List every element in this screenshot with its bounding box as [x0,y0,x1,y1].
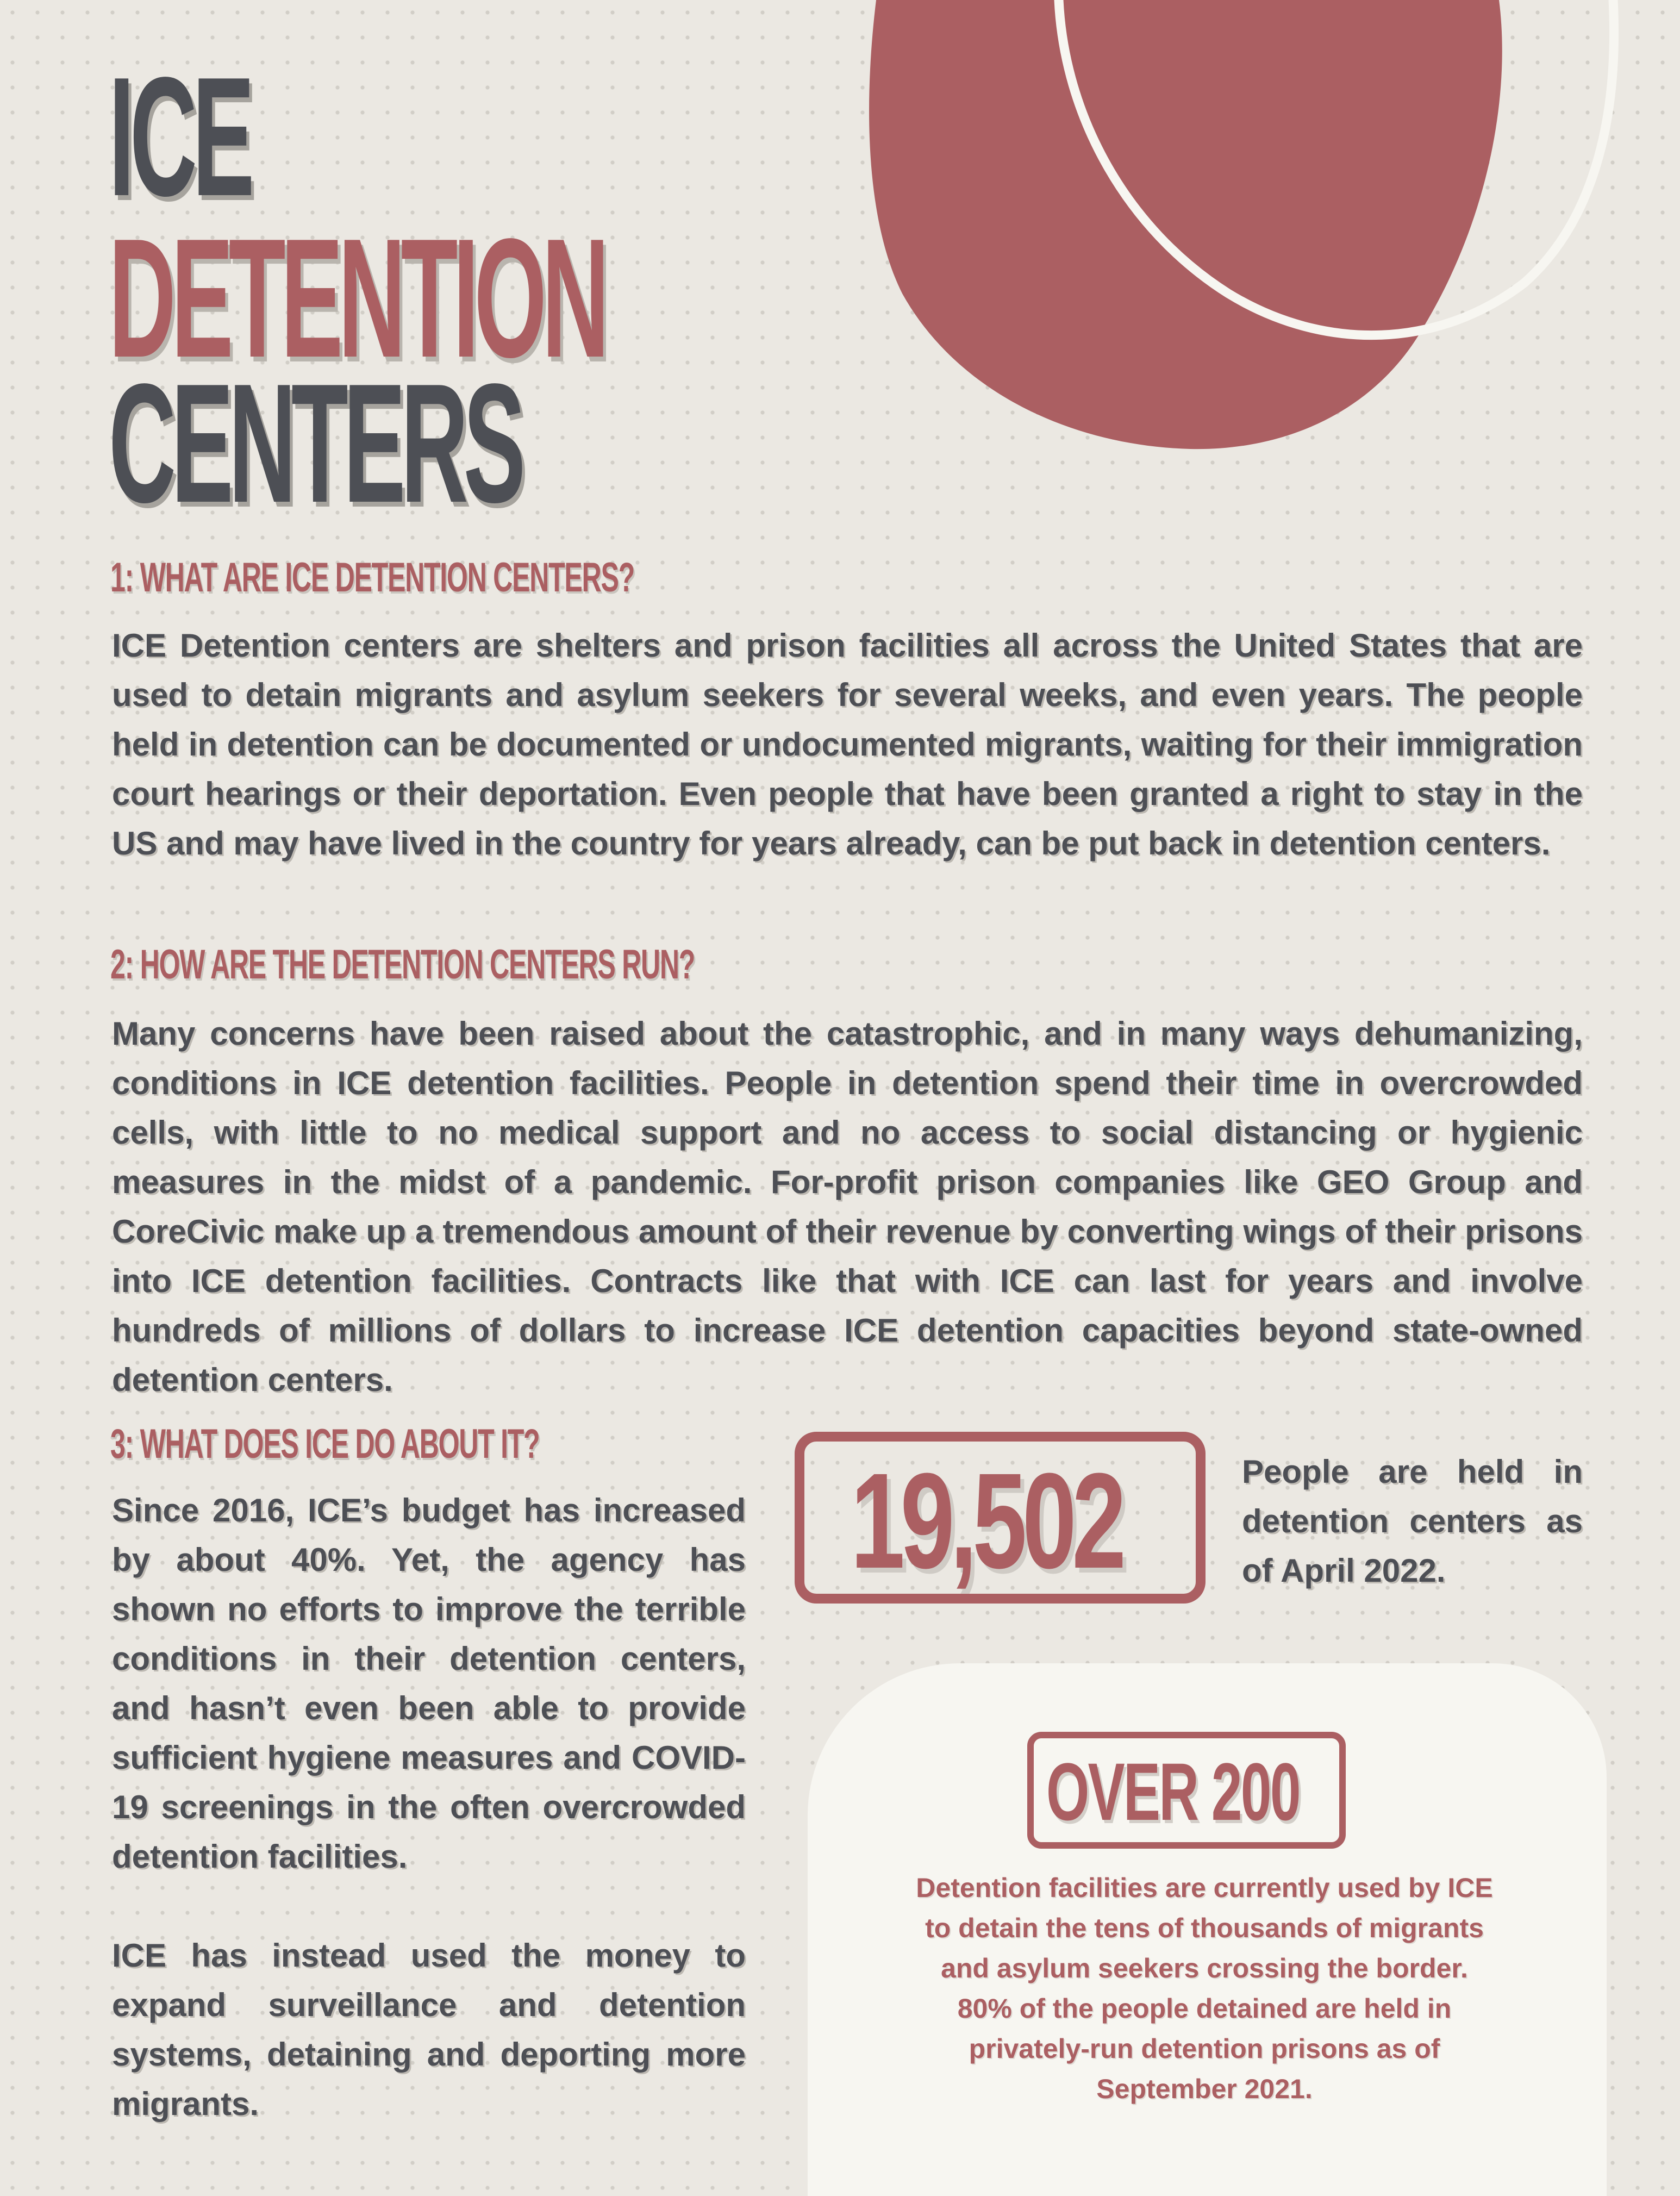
section-2-paragraph: Many concerns have been raised about the catastrophic, and in many ways dehumanizing, conditions in ICE detention facilities. People in detention spend their time in overcrowded cells, with little to no medical support and no access to social distancing or hygienic measures in the midst of a pandemic. For-profit prison companies like GEO Group and CoreCivic make up a tremendous amount of their revenue by converting wings of their prisons into ICE detention facilities. Contracts like that with ICE can last for years and involve hundreds of millions of dollars to increase ICE detention capacities beyond state-owned detention centers. [112,1015,1583,1398]
stat-facilities-line: and asylum seekers crossing the border. [941,1953,1468,1983]
section-1-paragraph: ICE Detention centers are shelters and prison facilities all across the United States that are used to detain migrants and asylum seekers for several weeks, and even years. The people held in detention can be documented or undocumented migrants, waiting for their immigration court hearings or their deportation. Even people that have been granted a right to stay in the US and may have lived in the country for years already, can be put back in detention centers. [112,627,1583,862]
title-line-2: DETENTION [109,204,605,393]
section-1-heading: 1: WHAT ARE ICE DETENTION CENTERS? [110,554,634,601]
section-3-heading: 3: WHAT DOES ICE DO ABOUT IT? [110,1421,540,1467]
stat-facilities-line: 80% of the people detained are held in [957,1993,1452,2024]
title-line-3: CENTERS [109,349,521,538]
section-3-paragraph-2: ICE has instead used the money to expand surveillance and detention systems, detaining and deporting more migrants. [112,1937,746,2122]
stat-facilities-number: OVER 200 [1046,1746,1300,1837]
section-2-heading: 2: HOW ARE THE DETENTION CENTERS RUN? [110,941,695,988]
stat-facilities-text [862,1868,1547,2109]
title-line-1: ICE [109,42,250,232]
stat-facilities-line: September 2021. [1096,2074,1313,2104]
stat-people-caption: People are held in detention centers as of April 2022. [1242,1453,1583,1589]
stat-facilities-line: privately-run detention prisons as of [969,2033,1440,2064]
stat-people-number: 19,502 [851,1445,1122,1596]
stat-facilities-line: to detain the tens of thousands of migrants [925,1913,1484,1943]
stat-facilities-line: Detention facilities are currently used by ICE [916,1873,1493,1903]
section-3-paragraph-1: Since 2016, ICE’s budget has increased by about 40%. Yet, the agency has shown no efforts to improve the terrible conditions in their detention centers, and hasn’t even been able to provide sufficient hygiene measures and COVID-19 screenings in the often overcrowded detention facilities. [112,1492,746,1875]
